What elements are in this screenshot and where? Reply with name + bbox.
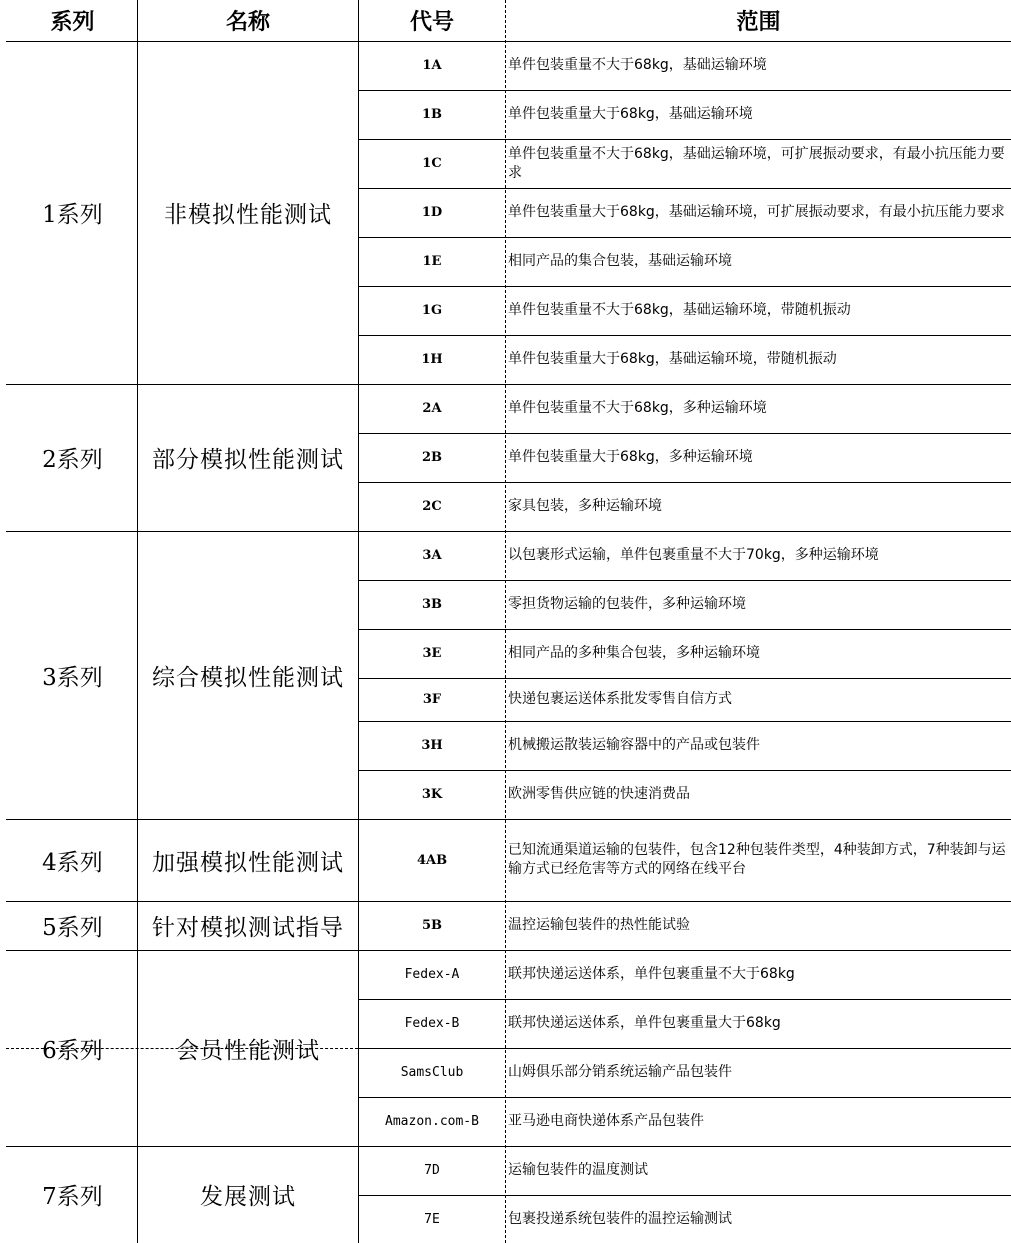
row-code: SamsClub [400,1065,464,1080]
row-code: 3H [421,738,443,753]
row-code: 3F [422,692,442,707]
header-series: 系列 [50,9,95,35]
row-code: 2A [422,401,442,416]
series-label: 6系列 [42,1037,103,1064]
header-name: 名称 [225,9,270,35]
series-name: 非模拟性能测试 [164,202,332,228]
row-scope: 联邦快递运送体系，单件包裹重量不大于68kg [508,966,795,982]
series-name: 会员性能测试 [176,1037,320,1064]
row-code: 1A [422,58,442,73]
row-code: Fedex-A [404,967,460,982]
row-code: 3K [421,787,443,802]
row-scope: 单件包装重量大于68kg，基础运输环境，可扩展振动要求，有最小抗压能力要求 [508,204,1005,220]
row-code: 3B [421,597,443,612]
row-code: Fedex-B [404,1016,460,1031]
row-code: 7D [424,1163,440,1178]
row-code: 5B [421,918,443,933]
row-scope: 单件包装重量不大于68kg，基础运输环境 [508,57,767,73]
row-scope: 机械搬运散装运输容器中的产品或包装件 [508,737,760,753]
row-code: 1H [421,352,443,367]
row-code: 1D [421,205,443,220]
row-scope: 单件包装重量大于68kg，基础运输环境 [508,106,753,122]
row-scope: 单件包装重量不大于68kg，多种运输环境 [508,400,767,416]
row-scope: 单件包装重量不大于68kg，基础运输环境，可扩展振动要求，有最小抗压能力要求 [508,145,1005,181]
row-scope: 单件包装重量不大于68kg，基础运输环境，带随机振动 [508,302,851,318]
row-scope: 以包裹形式运输，单件包裹重量不大于70kg，多种运输环境 [508,547,879,563]
row-scope: 运输包装件的温度测试 [508,1162,648,1178]
row-code: 3E [422,646,442,661]
row-scope: 相同产品的多种集合包装，多种运输环境 [508,645,760,661]
series-label: 5系列 [42,915,103,941]
row-scope: 联邦快递运送体系，单件包裹重量大于68kg [508,1015,781,1031]
row-code: 1B [421,107,443,122]
series-label: 3系列 [42,664,103,691]
col-divider-scope [505,0,506,1243]
row-scope: 单件包装重量大于68kg，基础运输环境，带随机振动 [508,351,837,367]
row-code: Amazon.com-B [385,1114,479,1129]
row-code: 3A [422,548,442,563]
row-code: 2B [421,450,443,465]
row-scope: 家具包装，多种运输环境 [508,498,662,514]
row-scope: 欧洲零售供应链的快速消费品 [508,786,690,802]
row-code: 1E [422,254,442,269]
series6-midline [6,1048,358,1049]
row-code: 7E [424,1211,440,1227]
series-name: 部分模拟性能测试 [152,447,344,473]
row-scope: 亚马逊电商快递体系产品包装件 [508,1113,704,1129]
row-scope: 快递包裹运送体系批发零售自信方式 [508,691,732,707]
row-code: 1G [421,303,443,318]
series-label: 2系列 [42,447,103,473]
series-label: 4系列 [42,849,103,876]
row-scope: 单件包装重量大于68kg，多种运输环境 [508,449,753,465]
series-label: 7系列 [42,1184,103,1210]
row-scope: 相同产品的集合包装，基础运输环境 [508,253,732,269]
row-scope: 温控运输包装件的热性能试验 [508,917,690,933]
series-name: 针对模拟测试指导 [152,915,344,941]
header-scope: 范围 [736,9,781,35]
row-code: 2C [422,499,442,514]
row-code: 1C [422,156,442,171]
row-scope: 已知流通渠道运输的包装件，包含12种包装件类型，4种装卸方式，7种装卸与运输方式已经危害等方式的网络在线平台 [508,842,1006,877]
series-label: 1系列 [42,202,103,228]
series-name: 综合模拟性能测试 [152,664,344,691]
row-scope: 零担货物运输的包装件，多种运输环境 [508,596,746,612]
row-code: 4AB [416,852,448,868]
row-scope: 包裹投递系统包装件的温控运输测试 [508,1210,732,1227]
series-name: 发展测试 [200,1184,296,1210]
series-name: 加强模拟性能测试 [152,849,344,876]
header-code: 代号 [409,9,454,35]
row-scope: 山姆俱乐部分销系统运输产品包装件 [508,1064,732,1080]
